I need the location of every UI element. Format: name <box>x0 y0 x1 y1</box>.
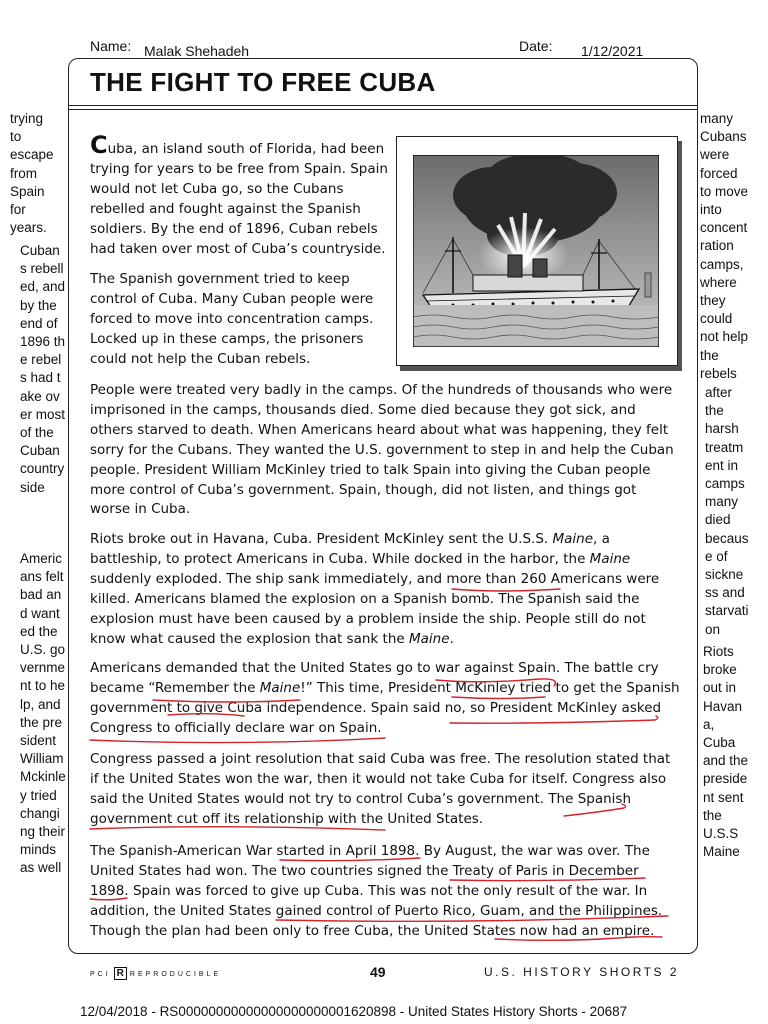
page-number: 49 <box>370 964 386 980</box>
p4-text: , a battleship, to protect Americans in Cuba. While docked in the harbor, the <box>90 531 610 567</box>
document-id-line: 12/04/2018 - RS00000000000000000000001620898 - United States History Shorts - 20687 <box>80 1004 628 1019</box>
name-label: Name: <box>90 38 132 54</box>
date-value: 1/12/2021 <box>581 43 644 59</box>
paragraph-7: The Spanish-American War started in April 1898. By August, the war was over. The United States had won. The two countries signed the Treaty of Paris in December 1898. Spain was forced to give up Cuba. This was not the only result of the war. In addition, the United States gained control of Puerto Rico, Guam, and the Philippines. Though the plan had been only to free Cuba, the United States now had an empire. <box>90 843 663 939</box>
page-title: THE FIGHT TO FREE CUBA <box>90 67 436 97</box>
paragraph-6: Congress passed a joint resolution that said Cuba was free. The resolution stated that if the United States won the war, then it would not take Cuba for itself. Congress also said the United States would not try to control Cuba’s government. The Spanish government cut off its relationship with the United States. <box>90 751 671 827</box>
margin-note-left-2: Cuban s rebell ed, and by the end of 1896 th e rebel s had t ake ov er most of the Cuban country side <box>20 243 66 495</box>
reproducible-logo: R <box>114 967 127 980</box>
title-rule-2 <box>69 109 697 110</box>
paragraph-3: People were treated very badly in the camps. Of the hundreds of thousands who were imprisoned in the camps, thousands died. Some died because they got sick, and others starved to death. When Americans heard about what was happening, they felt sorry for the Cubans. They wanted the U.S. government to step in and help the Cuban people. President William McKinley tried to talk Spain into giving the Cuban people more control of Cuba’s government. Spain, though, did not listen, and things got worse in Cuba. <box>90 382 674 518</box>
paragraph-5 <box>90 659 680 739</box>
margin-note-left-1: trying to escape from Spain for years. <box>10 111 54 236</box>
p4-text: . <box>449 630 454 647</box>
battleship-illustration <box>396 136 678 366</box>
p4-text: suddenly exploded. The ship sank immediately, and more than 260 Americans were killed. Americans blamed the explosion on a Spanish bomb. The Spanish said the explosion must have been caused by a problem inside the ship. People still do not know what caused the explosion that sank the <box>90 570 660 647</box>
ship-name: Maine <box>589 550 631 567</box>
paragraph-1-text: uba, an island south of Florida, had been trying for years to be free from Spain. Spain would not let Cuba go, so the Cubans rebelled and fought against the Spanish soldiers. By the end of 1896, Cuban rebels had taken over most of Cuba’s countryside. <box>90 141 388 257</box>
publisher-text: PCI <box>90 971 111 978</box>
margin-note-right-2: after the harsh treatm ent in camps many died becaus e of sickne ss and starvati on <box>705 385 749 637</box>
uss-maine-image <box>413 155 659 347</box>
paragraph-4 <box>90 530 680 649</box>
name-value: Malak Shehadeh <box>144 43 250 59</box>
p5-text: Americans demanded that the United States go to war against Spain. The battle cry became “Remember the <box>90 660 659 696</box>
ship-name: Maine <box>259 679 301 696</box>
book-series-title: U.S. HISTORY SHORTS 2 <box>484 965 679 979</box>
margin-note-right-3: Riots broke out in Havan a, Cuba and the preside nt sent the U.S.S Maine <box>703 644 749 860</box>
date-label: Date: <box>519 38 553 54</box>
paragraph-2: The Spanish government tried to keep control of Cuba. Many Cuban people were forced to move into concentration camps. Locked up in these camps, the prisoners could not help the Cuban rebels. <box>90 271 374 367</box>
ship-name: Maine <box>552 531 594 547</box>
title-rule <box>69 105 697 106</box>
reproducible-text: REPRODUCIBLE <box>129 971 222 978</box>
paragraph-1 <box>90 131 390 259</box>
margin-note-left-3: Americ ans felt bad an d want ed the U.S. go vernme nt to he lp, and the pre sident William Mckinle y tried changi ng their minds as well <box>20 551 66 876</box>
p4-text: Riots broke out in Havana, Cuba. President McKinley sent the U.S.S. <box>90 531 553 547</box>
drop-cap: C <box>90 131 108 159</box>
p5-text: !” This time, President McKinley tried to get the Spanish government to give Cuba independence. Spain said no, so President McKinley asked Congress to officially declare war on Spain. <box>90 679 680 736</box>
publisher-mark <box>90 967 221 980</box>
margin-note-right-1: many Cubans were forced to move into concent ration camps, where they could not help the rebels <box>700 111 749 381</box>
ship-name: Maine <box>408 630 450 647</box>
